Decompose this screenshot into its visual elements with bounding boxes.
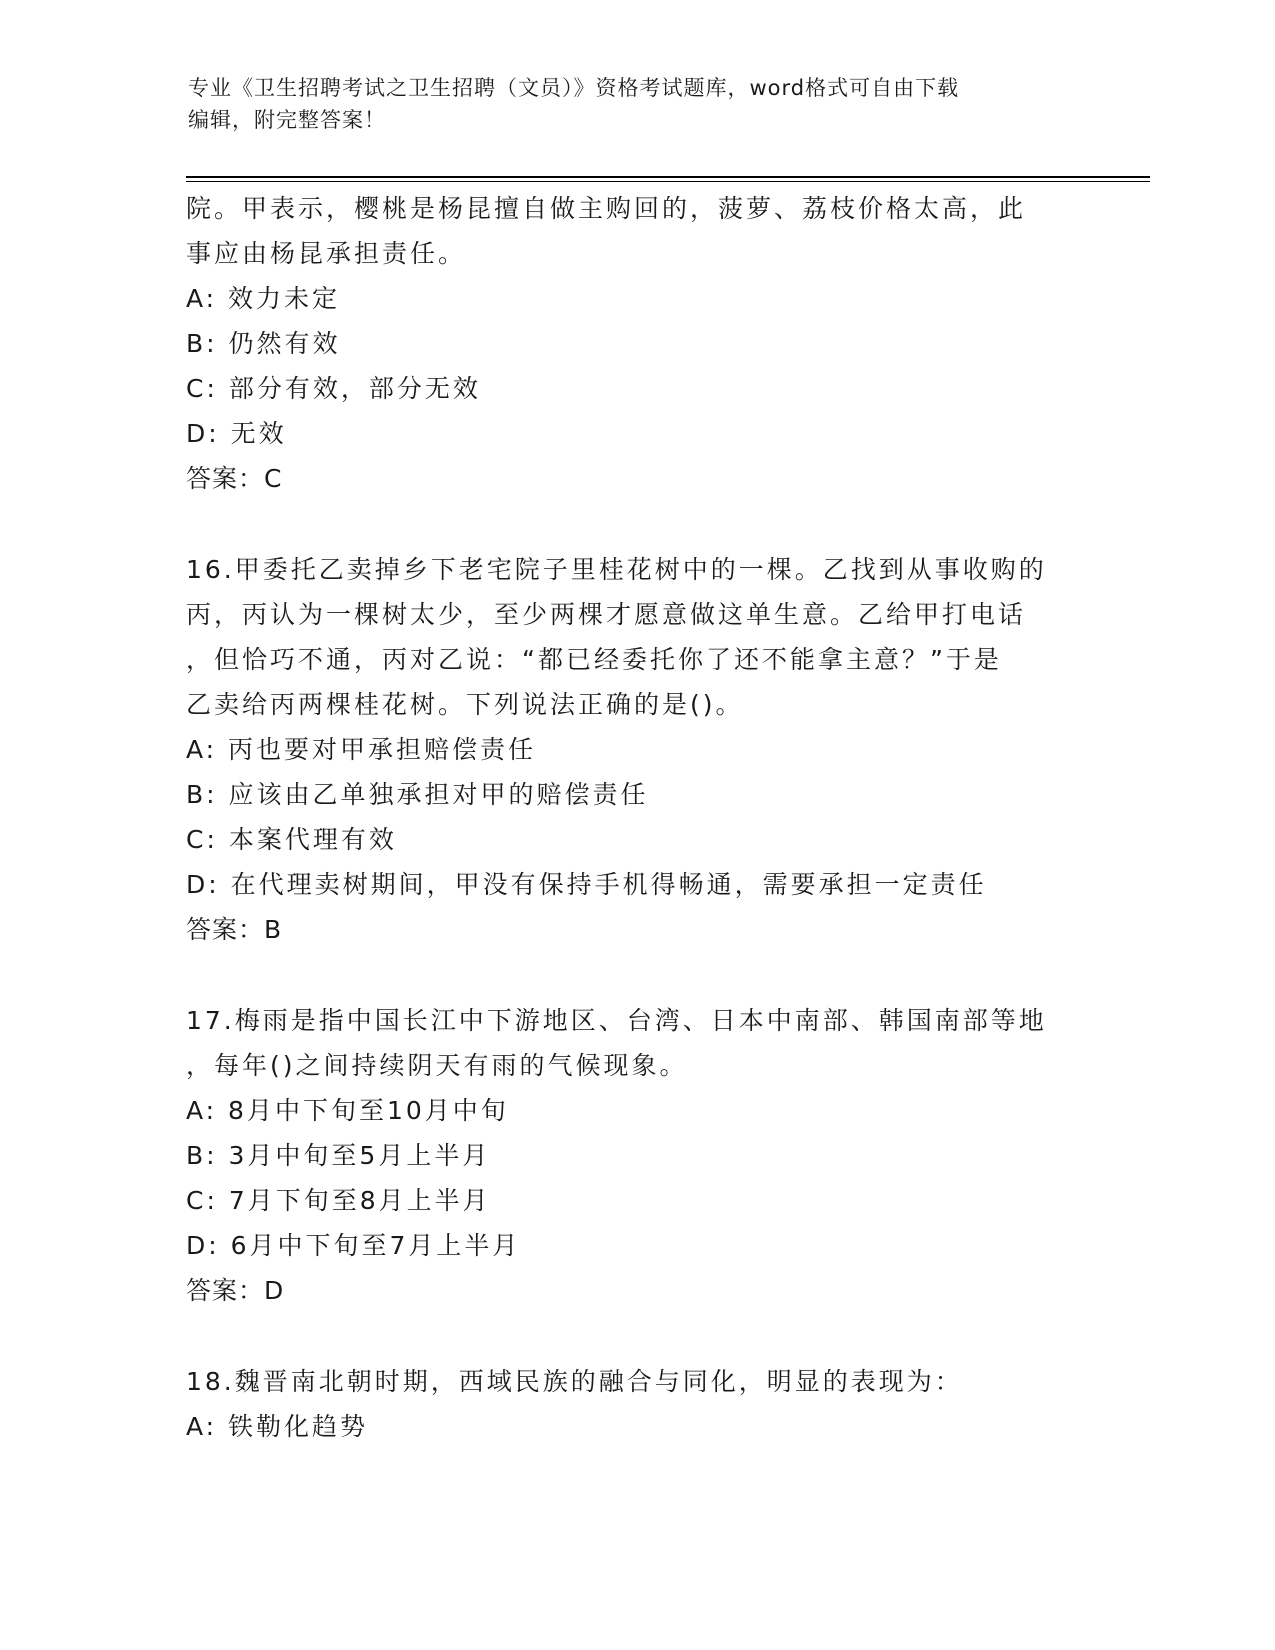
question-17: [186, 998, 1086, 1313]
header-rule-thin: [186, 181, 1150, 182]
question-text-line: ，但恰巧不通，丙对乙说：“都已经委托你了还不能拿主意？”于是: [186, 645, 1002, 674]
question-text-line: 16.甲委托乙卖掉乡下老宅院子里桂花树中的一棵。乙找到从事收购的: [186, 555, 1047, 584]
question-16: [186, 547, 1086, 952]
question-text-line: ，每年()之间持续阴天有雨的气候现象。: [186, 1051, 688, 1080]
question-text-line: 乙卖给丙两棵桂花树。下列说法正确的是()。: [186, 690, 744, 719]
option-b: B: 仍然有效: [186, 329, 341, 358]
answer: 答案：D: [186, 1276, 285, 1305]
question-18: [186, 1359, 1086, 1449]
page-header: [188, 72, 1068, 136]
header-rule-thick: [186, 176, 1150, 178]
answer: 答案：B: [186, 915, 283, 944]
question-text-line: 18.魏晋南北朝时期，西域民族的融合与同化，明显的表现为：: [186, 1367, 963, 1396]
option-b: B: 3月中旬至5月上半月: [186, 1141, 491, 1170]
option-d: D: 6月中下旬至7月上半月: [186, 1231, 521, 1260]
option-b: B: 应该由乙单独承担对甲的赔偿责任: [186, 780, 649, 809]
option-c: C: 7月下旬至8月上半月: [186, 1186, 491, 1215]
option-a: A: 铁勒化趋势: [186, 1412, 369, 1441]
option-d: D: 在代理卖树期间，甲没有保持手机得畅通，需要承担一定责任: [186, 870, 987, 899]
question-text-line: 事应由杨昆承担责任。: [186, 239, 467, 268]
question-15-continued: [186, 186, 1086, 501]
question-content: [186, 186, 1086, 1449]
question-text-line: 17.梅雨是指中国长江中下游地区、台湾、日本中南部、韩国南部等地: [186, 1006, 1047, 1035]
header-line-1: 专业《卫生招聘考试之卫生招聘（文员）》资格考试题库，word格式可自由下载: [188, 76, 960, 100]
option-c: C: 本案代理有效: [186, 825, 397, 854]
option-d: D: 无效: [186, 419, 287, 448]
option-a: A: 8月中下旬至10月中旬: [186, 1096, 509, 1125]
option-a: A: 效力未定: [186, 284, 341, 313]
option-a: A: 丙也要对甲承担赔偿责任: [186, 735, 537, 764]
header-line-2: 编辑，附完整答案！: [188, 108, 386, 132]
question-text-line: 院。甲表示，樱桃是杨昆擅自做主购回的，菠萝、荔枝价格太高，此: [186, 194, 1027, 223]
option-c: C: 部分有效，部分无效: [186, 374, 481, 403]
answer: 答案：C: [186, 464, 283, 493]
question-text-line: 丙，丙认为一棵树太少，至少两棵才愿意做这单生意。乙给甲打电话: [186, 600, 1027, 629]
